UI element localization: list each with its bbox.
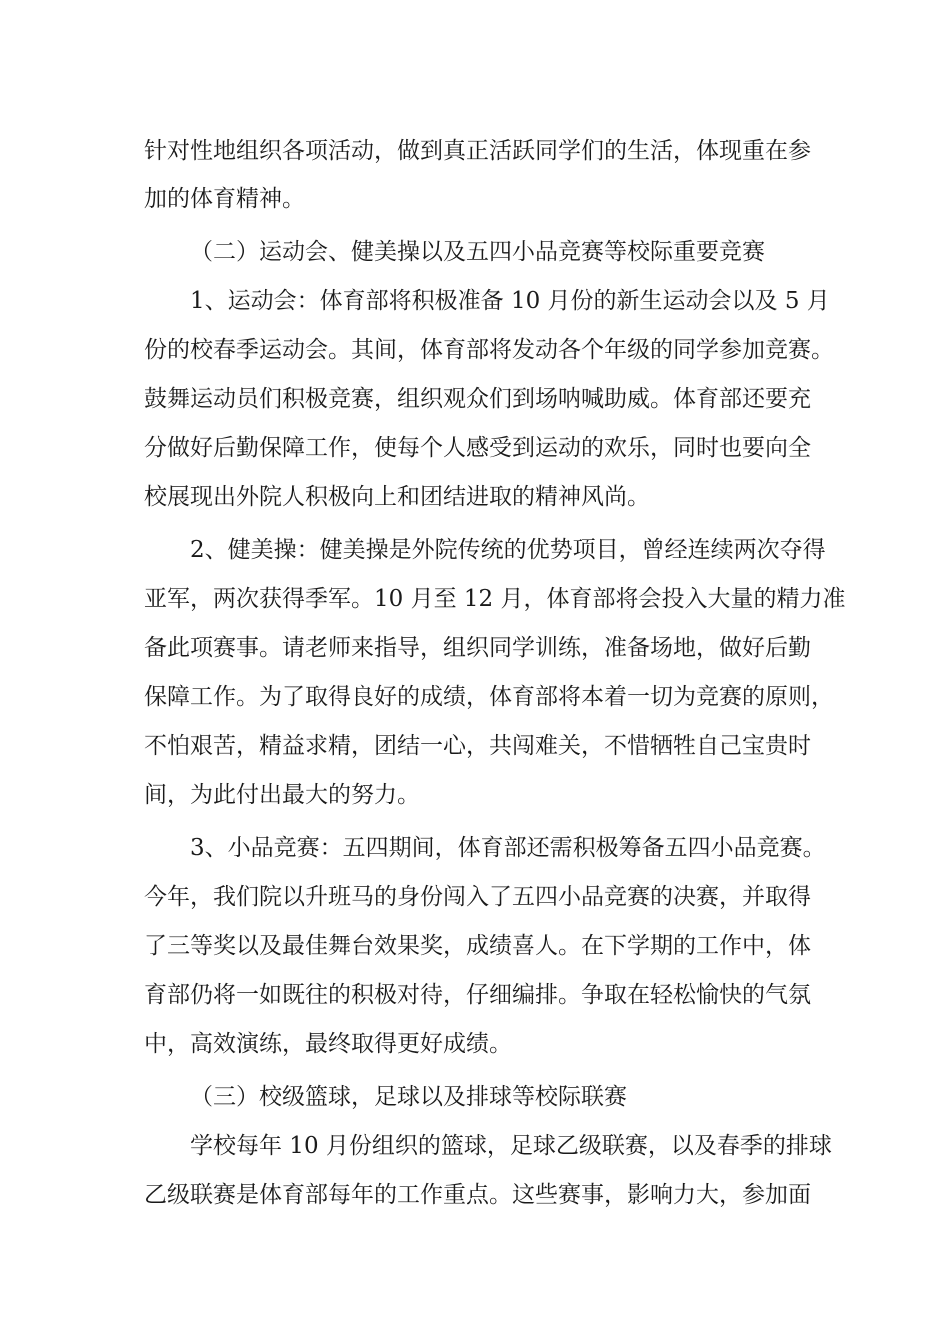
text-line: 备此项赛事。请老师来指导，组织同学训练，准备场地，做好后勤 [144,635,811,661]
text-line: 3、小品竞赛：五四期间，体育部还需积极筹备五四小品竞赛。 [190,835,826,861]
text-line: 亚军，两次获得季军。10 月至 12 月，体育部将会投入大量的精力准 [144,586,846,612]
text-line: 中，高效演练，最终取得更好成绩。 [144,1031,512,1057]
text-line: 1、运动会：体育部将积极准备 10 月份的新生运动会以及 5 月 [190,288,830,314]
text-line: 加的体育精神。 [144,186,305,212]
text-line: 今年，我们院以升班马的身份闯入了五四小品竞赛的决赛，并取得 [144,884,811,910]
text-line: 育部仍将一如既往的积极对待，仔细编排。争取在轻松愉快的气氛 [144,982,811,1008]
text-line: 了三等奖以及最佳舞台效果奖，成绩喜人。在下学期的工作中，体 [144,933,811,959]
text-line: 保障工作。为了取得良好的成绩，体育部将本着一切为竞赛的原则， [144,684,834,710]
text-line: 份的校春季运动会。其间，体育部将发动各个年级的同学参加竞赛。 [144,337,834,363]
text-line: 间，为此付出最大的努力。 [144,782,420,808]
section-heading: （三）校级篮球，足球以及排球等校际联赛 [190,1084,627,1110]
text-line: 针对性地组织各项活动，做到真正活跃同学们的生活，体现重在参 [144,138,811,164]
text-line: 2、健美操：健美操是外院传统的优势项目，曾经连续两次夺得 [190,537,826,563]
text-line: 学校每年 10 月份组织的篮球，足球乙级联赛，以及春季的排球 [190,1133,832,1159]
text-line: 校展现出外院人积极向上和团结进取的精神风尚。 [144,484,650,510]
text-line: 乙级联赛是体育部每年的工作重点。这些赛事，影响力大，参加面 [144,1182,811,1208]
text-line: 鼓舞运动员们积极竞赛，组织观众们到场呐喊助威。体育部还要充 [144,386,811,412]
text-line: 分做好后勤保障工作，使每个人感受到运动的欢乐，同时也要向全 [144,435,811,461]
section-heading: （二）运动会、健美操以及五四小品竞赛等校际重要竞赛 [190,239,765,265]
text-line: 不怕艰苦，精益求精，团结一心，共闯难关，不惜牺牲自己宝贵时 [144,733,811,759]
